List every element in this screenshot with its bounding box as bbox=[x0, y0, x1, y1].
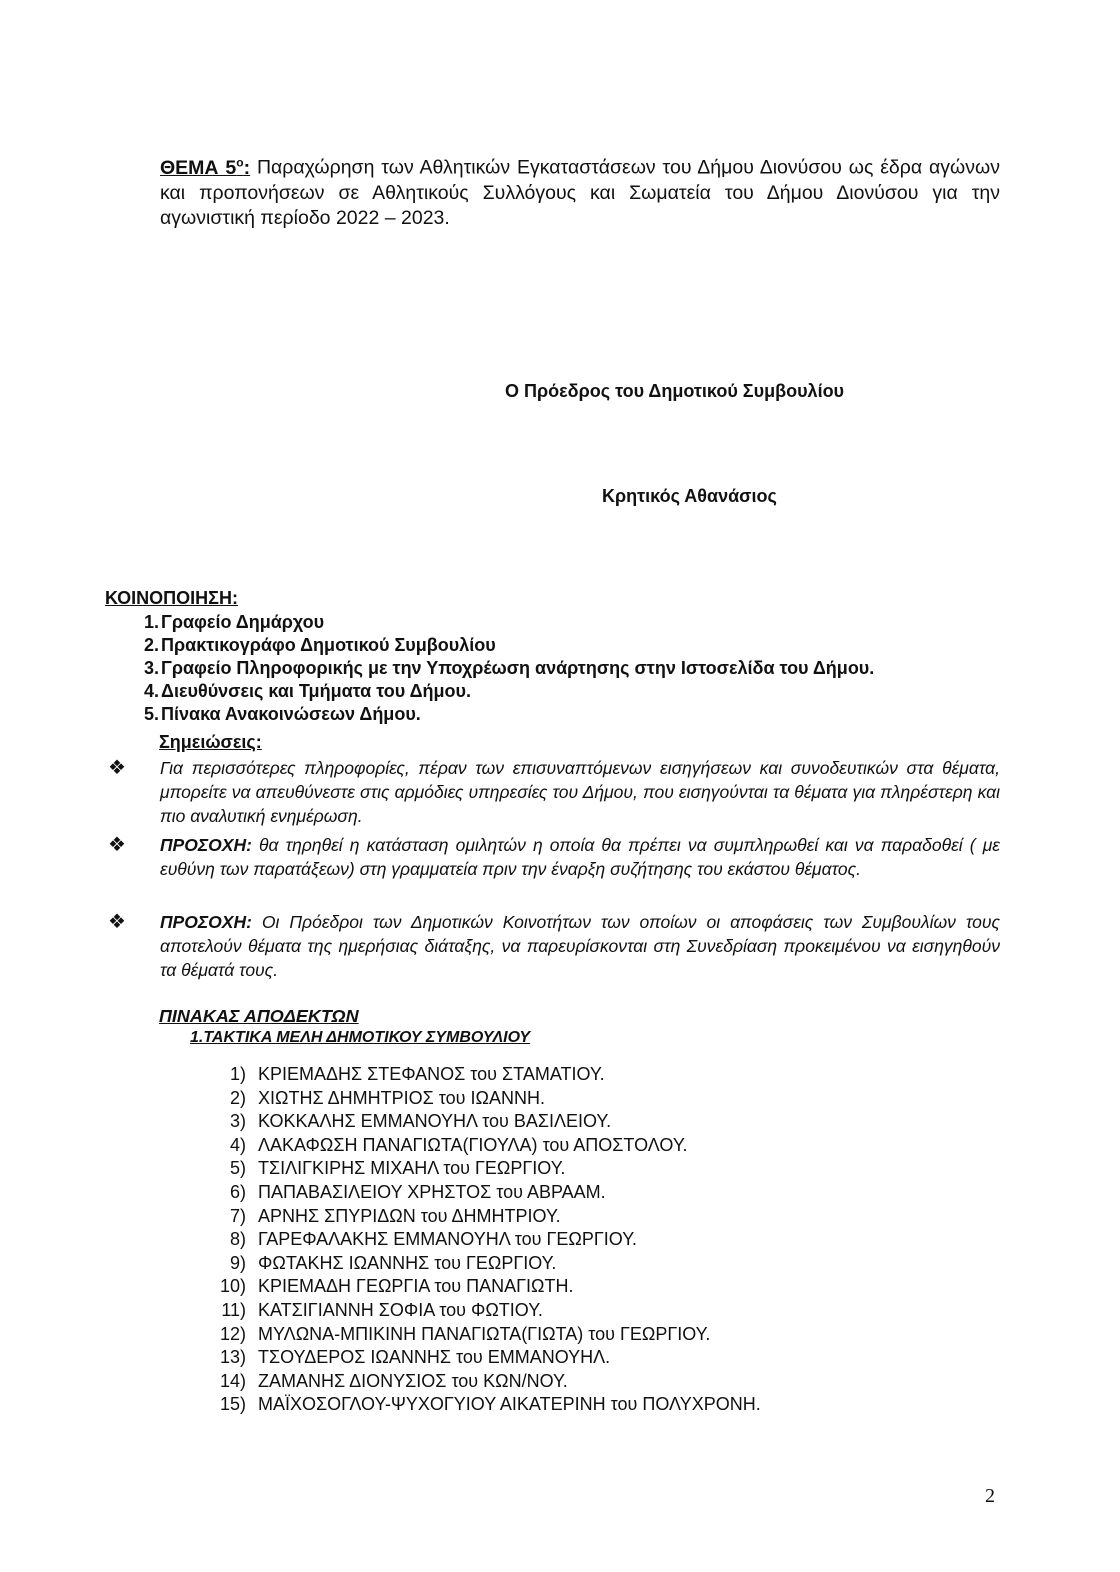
member-item: 3) ΚΟΚΚΑΛΗΣ ΕΜΜΑΝΟΥΗΛ του ΒΑΣΙΛΕΙΟΥ. bbox=[229, 1111, 612, 1132]
notification-item: 4. Διευθύνσεις και Τμήματα του Δήμου. bbox=[143, 681, 471, 701]
member-item: 9) ΦΩΤΑΚΗΣ ΙΩΑΝΝΗΣ του ΓΕΩΡΓΙΟΥ. bbox=[229, 1252, 557, 1273]
topic-paragraph bbox=[160, 150, 1000, 231]
note-item: ❖ ΠΡΟΣΟΧΗ: θα τηρηθεί η κατάσταση ομιλητών η οποία θα πρέπει να συμπληρωθεί και να παραδοθεί ( με ευθύνη των παρατάξεων) στη γραμματεία πριν την έναρξη συζήτησης του εκάστου θέματος. bbox=[108, 834, 1000, 879]
member-item: 6) ΠΑΠΑΒΑΣΙΛΕΙΟΥ ΧΡΗΣΤΟΣ του ΑΒΡΑΑΜ. bbox=[229, 1181, 606, 1202]
notification-item: 3. Γραφείο Πληροφορικής με την Υποχρέωση ανάρτησης στην Ιστοσελίδα του Δήμου. bbox=[143, 658, 875, 678]
signature-name: Κρητικός Αθανάσιος bbox=[602, 486, 777, 506]
member-item: 12) ΜΥΛΩΝΑ-ΜΠΙΚΙΝΗ ΠΑΝΑΓΙΩΤΑ(ΓΙΩΤΑ) του ΓΕΩΡΓΙΟΥ. bbox=[219, 1323, 711, 1344]
note-item: ❖ Για περισσότερες πληροφορίες, πέραν των επισυναπτόμενων εισηγήσεων και συνοδευτικών στα θέματα, μπορείτε να απευθύνεστε στις αρμόδιες υπηρεσίες του Δήμου, που εισηγούνται τα θέματα για πληρέστερη και πιο αναλυτική ενημέρωση. bbox=[108, 757, 1000, 826]
member-item: 11) ΚΑΤΣΙΓΙΑΝΝΗ ΣΟΦΙΑ του ΦΩΤΙΟΥ. bbox=[221, 1299, 543, 1320]
member-item: 5) ΤΣΙΛΙΓΚΙΡΗΣ ΜΙΧΑΗΛ του ΓΕΩΡΓΙΟΥ. bbox=[229, 1158, 566, 1179]
notification-item: 2. Πρακτικογράφο Δημοτικού Συμβουλίου bbox=[143, 635, 496, 655]
diamond-bullet-icon: ❖ bbox=[108, 834, 126, 856]
member-item: 1) ΚΡΙΕΜΑΔΗΣ ΣΤΕΦΑΝΟΣ του ΣΤΑΜΑΤΙΟΥ. bbox=[229, 1064, 605, 1084]
member-item: 7) ΑΡΝΗΣ ΣΠΥΡΙΔΩΝ του ΔΗΜΗΤΡΙΟΥ. bbox=[229, 1205, 561, 1226]
topic-text: Παραχώρηση των Αθλητικών Εγκαταστάσεων του Δήμου Διονύσου ως έδρα αγώνων και προπονήσεων σε Αθλητικούς Συλλόγους και Σωματεία του Δήμου Διονύσου για την αγωνιστική περίοδο 2022 – 2023. bbox=[160, 156, 1001, 229]
member-item: 10) ΚΡΙΕΜΑΔΗ ΓΕΩΡΓΙΑ του ΠΑΝΑΓΙΩΤΗ. bbox=[219, 1276, 574, 1297]
member-item: 4) ΛΑΚΑΦΩΣΗ ΠΑΝΑΓΙΩΤΑ(ΓΙΟΥΛΑ) του ΑΠΟΣΤΟΛΟΥ. bbox=[229, 1134, 688, 1155]
member-item: 13) ΤΣΟΥΔΕΡΟΣ ΙΩΑΝΝΗΣ του ΕΜΜΑΝΟΥΗΛ. bbox=[219, 1347, 611, 1368]
notification-item: 5. Πίνακα Ανακοινώσεων Δήμου. bbox=[143, 704, 421, 724]
notification-title: ΚΟΙΝΟΠΟΙΗΣΗ: bbox=[105, 588, 238, 608]
diamond-bullet-icon: ❖ bbox=[108, 911, 126, 933]
member-item: 14) ΖΑΜΑΝΗΣ ΔΙΟΝΥΣΙΟΣ του ΚΩΝ/ΝΟΥ. bbox=[219, 1370, 568, 1391]
page-number: 2 bbox=[985, 1485, 995, 1507]
notes-title: Σημειώσεις: bbox=[159, 732, 262, 752]
notification-list bbox=[135, 611, 874, 726]
member-item: 8) ΓΑΡΕΦΑΛΑΚΗΣ ΕΜΜΑΝΟΥΗΛ του ΓΕΩΡΓΙΟΥ. bbox=[229, 1229, 637, 1250]
notification-item: 1. Γραφείο Δημάρχου bbox=[143, 612, 325, 632]
members-list bbox=[210, 1063, 761, 1417]
signature-title: Ο Πρόεδρος του Δημοτικού Συμβουλίου bbox=[505, 381, 845, 401]
topic-label: ΘΕΜΑ $5^o$: bbox=[160, 155, 251, 179]
diamond-bullet-icon: ❖ bbox=[108, 757, 126, 779]
note-item: ❖ ΠΡΟΣΟΧΗ: Οι Πρόεδροι των Δημοτικών Κοινοτήτων των οποίων οι αποφάσεις των Συμβουλίων τους αποτελούν θέματα της ημερήσιας διάταξης, να παρευρίσκονται στη Συνεδρίαση προκειμένου να εισηγηθούν τα θέματά τους. bbox=[108, 911, 1000, 980]
recipients-title: ΠΙΝΑΚΑΣ ΑΠΟΔΕΚΤΩΝ bbox=[159, 1006, 359, 1026]
member-item: 15) ΜΑΪΧΟΣΟΓΛΟΥ-ΨΥΧΟΓΥΙΟΥ ΑΙΚΑΤΕΡΙΝΗ του ΠΟΛΥΧΡΟΝΗ. bbox=[219, 1394, 761, 1415]
member-item: 2) ΧΙΩΤΗΣ ΔΗΜΗΤΡΙΟΣ του ΙΩΑΝΝΗ. bbox=[229, 1087, 545, 1108]
recipients-subtitle: 1.ΤΑΚΤΙΚΑ ΜΕΛΗ ΔΗΜΟΤΙΚΟΥ ΣΥΜΒΟΥΛΙΟΥ bbox=[190, 1029, 531, 1046]
